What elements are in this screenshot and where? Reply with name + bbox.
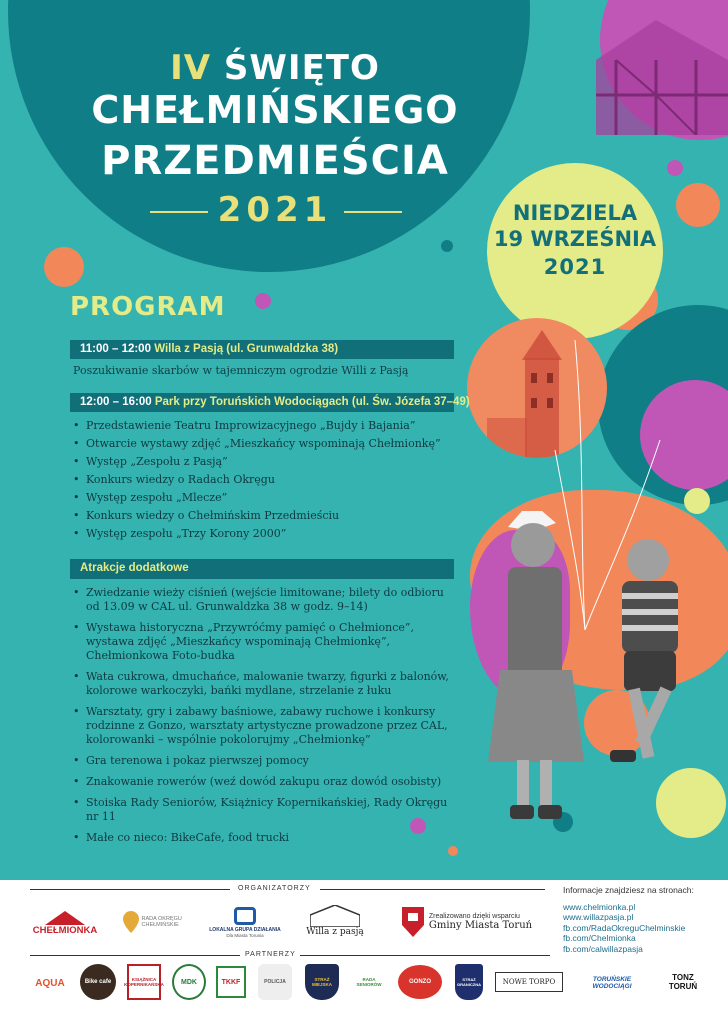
partner-tonz-logo[interactable]: TONZ TORUŃ [668,973,698,991]
organizers-label: ORGANIZATORZY [238,885,311,892]
house-icon [45,909,85,925]
partner-bike-cafe-logo[interactable]: Bike cafe [80,964,116,1000]
info-heading: Informacje znajdziesz na stronach: [563,885,694,895]
info-link-3[interactable]: fb.com/RadaOkreguChelminskie [563,922,686,933]
lgd-logo[interactable] [205,902,285,942]
extras-list [73,586,453,845]
torun-logo[interactable] [392,902,542,942]
list-item: • Konkurs wiedzy o Chełmińskim Przedmieściu [73,509,458,523]
info-link-2[interactable]: www.willazpasja.pl [563,912,634,922]
block2-time: 12:00 – 16:00 [80,396,152,408]
partner-mdk-logo[interactable]: MDK [172,964,206,1000]
program-block1-bar [70,340,454,359]
lgd-mark [234,907,256,925]
chelmionka-logo[interactable] [30,902,100,942]
info-box [563,885,728,954]
partners-label: PARTNERZY [245,951,296,958]
partner-aqua-logo[interactable]: AQUA [35,977,65,989]
block1-description: Poszukiwanie skarbów w tajemniczym ogrodzie Willi z Pasją [73,364,409,377]
partner-torunskie-wodociagi-logo[interactable]: TORUŃSKIE WODOCIĄGI [592,976,632,990]
pin-icon [123,911,139,933]
list-item: • Małe co nieco: BikeCafe, food trucki [73,831,453,845]
list-item: • Konkurs wiedzy o Radach Okręgu [73,473,458,487]
partner-gonzo-logo[interactable]: GONZO [398,965,442,999]
torun-text [429,913,532,931]
list-item: • Stoiska Rady Seniorów, Książnicy Kopernikańskiej, Rady Okręgu nr 11 [73,796,453,824]
list-item: • Występ zespołu „Trzy Korony 2000” [73,527,458,541]
rada-okregu-logo[interactable] [120,902,200,942]
torun-pre: Zrealizowano dzięki wsparciu [428,913,520,920]
torun-name: Gminy Miasta Toruń [428,920,533,931]
date-balloon [487,163,663,339]
block2-list [73,419,458,541]
list-item: • Przedstawienie Teatru Improwizacyjnego „Bujdy i Bajania” [73,419,458,433]
list-item: • Występ „Zespołu z Pasją” [73,455,458,469]
program-block2-bar [70,393,470,412]
list-item: • Występ zespołu „Mlecze” [73,491,458,505]
title-year: 2021 [217,190,333,230]
partner-straz-miejska-logo[interactable]: STRAŻ MIEJSKA [305,964,339,1000]
purple-dot-left [255,293,271,309]
date-day-month: 19 WRZEŚNIA [493,227,657,251]
title-circle [8,0,530,272]
partner-ksiaznica-logo[interactable]: KSIĄŻNICA KOPERNIKAŃSKA [127,964,161,1000]
partner-tkkf-logo[interactable]: TKKF [216,966,246,998]
list-item: • Wata cukrowa, dmuchańce, malowanie twarzy, figurki z balonów, kolorowe warkoczyki, bańki mydlane, strzelanie z łuku [73,670,453,698]
list-item: • Warsztaty, gry i zabawy baśniowe, zabawy ruchowe i konkursy rodzinne z Gonzo, warsztaty artystyczne prowadzone przez CAL, kolorowanki – wspólnie pokolorujmy „Chełmionkę” [73,705,453,747]
partners-line-right [300,955,550,956]
orange-circle-top-right [676,183,720,227]
list-item: • Zwiedzanie wieży ciśnień (wejście limitowane; bilety do odbioru od 13.09 w CAL ul. Grunwaldzka 38 w godz. 9–14) [73,586,453,614]
partners-line-left [30,955,240,956]
title-line-2: CHEŁMIŃSKIEGO [91,88,459,132]
date-year: 2021 [543,255,607,279]
chelmionka-name: CHEŁMIONKA [32,924,98,936]
info-link-5[interactable]: fb.com/calwillazpasja [563,943,643,954]
willa-z-pasja-logo[interactable] [300,898,370,944]
title-roman-numeral: IV [170,48,212,88]
organizers-line-right [320,889,545,890]
block2-place: Park przy Toruńskich Wodociągach (ul. Św. Józefa 37–49) [154,396,470,408]
title-line-1 [90,48,460,88]
organizers-line-left [30,889,230,890]
willa-name: Willa z pasją [306,927,364,937]
lgd-sub: Dla Miasta Torunia [226,932,264,938]
block1-time: 11:00 – 12:00 [80,343,151,355]
program-heading: PROGRAM [70,292,226,322]
timbered-house-icon [596,20,728,135]
list-item: • Wystawa historyczna „Przywróćmy pamięć o Chełmionce”, wystawa zdjęć „Mieszkańcy wspominają Chełmionkę”, Chełmionkowa Foto-budka [73,621,453,663]
torun-crest-icon [402,907,424,937]
year-line-right [344,211,402,213]
footer [0,880,728,1024]
list-item: • Gra terenowa i pokaz pierwszej pomocy [73,754,453,768]
date-weekday: NIEDZIELA [512,201,638,225]
list-item: • Znakowanie rowerów (weź dowód zakupu oraz dowód osobisty) [73,775,453,789]
title-swieto: ŚWIĘTO [223,48,380,88]
title-line-3: PRZEDMIEŚCIA [101,138,449,184]
info-link-4[interactable]: fb.com/Chelmionka [563,933,636,943]
children-photo [470,505,720,830]
orange-circle-left [44,247,84,287]
villa-icon [310,905,360,927]
block1-place: Willa z Pasją (ul. Grunwaldzka 38) [154,343,339,355]
list-item: • Otwarcie wystawy zdjęć „Mieszkańcy wspominają Chełmionkę” [73,437,458,451]
info-link-1[interactable]: www.chelmionka.pl [563,901,636,912]
partner-nowe-torpo-logo[interactable]: NOWE TORPO [495,972,563,992]
orange-dot-bottom [448,846,458,856]
partner-policja-logo[interactable]: POLICJA [258,964,292,1000]
partner-rada-seniorow-logo[interactable]: RADA SENIORÓW [356,977,382,987]
purple-dot-right [667,160,683,176]
rada-okregu-name: RADA OKRĘGU CHEŁMIŃSKIE [141,916,182,928]
teal-dot [441,240,453,252]
lgd-name: LOKALNA GRUPA DZIAŁANIA [209,926,281,933]
extras-heading-bar: Atrakcje dodatkowe [70,559,454,579]
partner-straz-graniczna-logo[interactable]: STRAŻ GRANICZNA [455,964,483,1000]
